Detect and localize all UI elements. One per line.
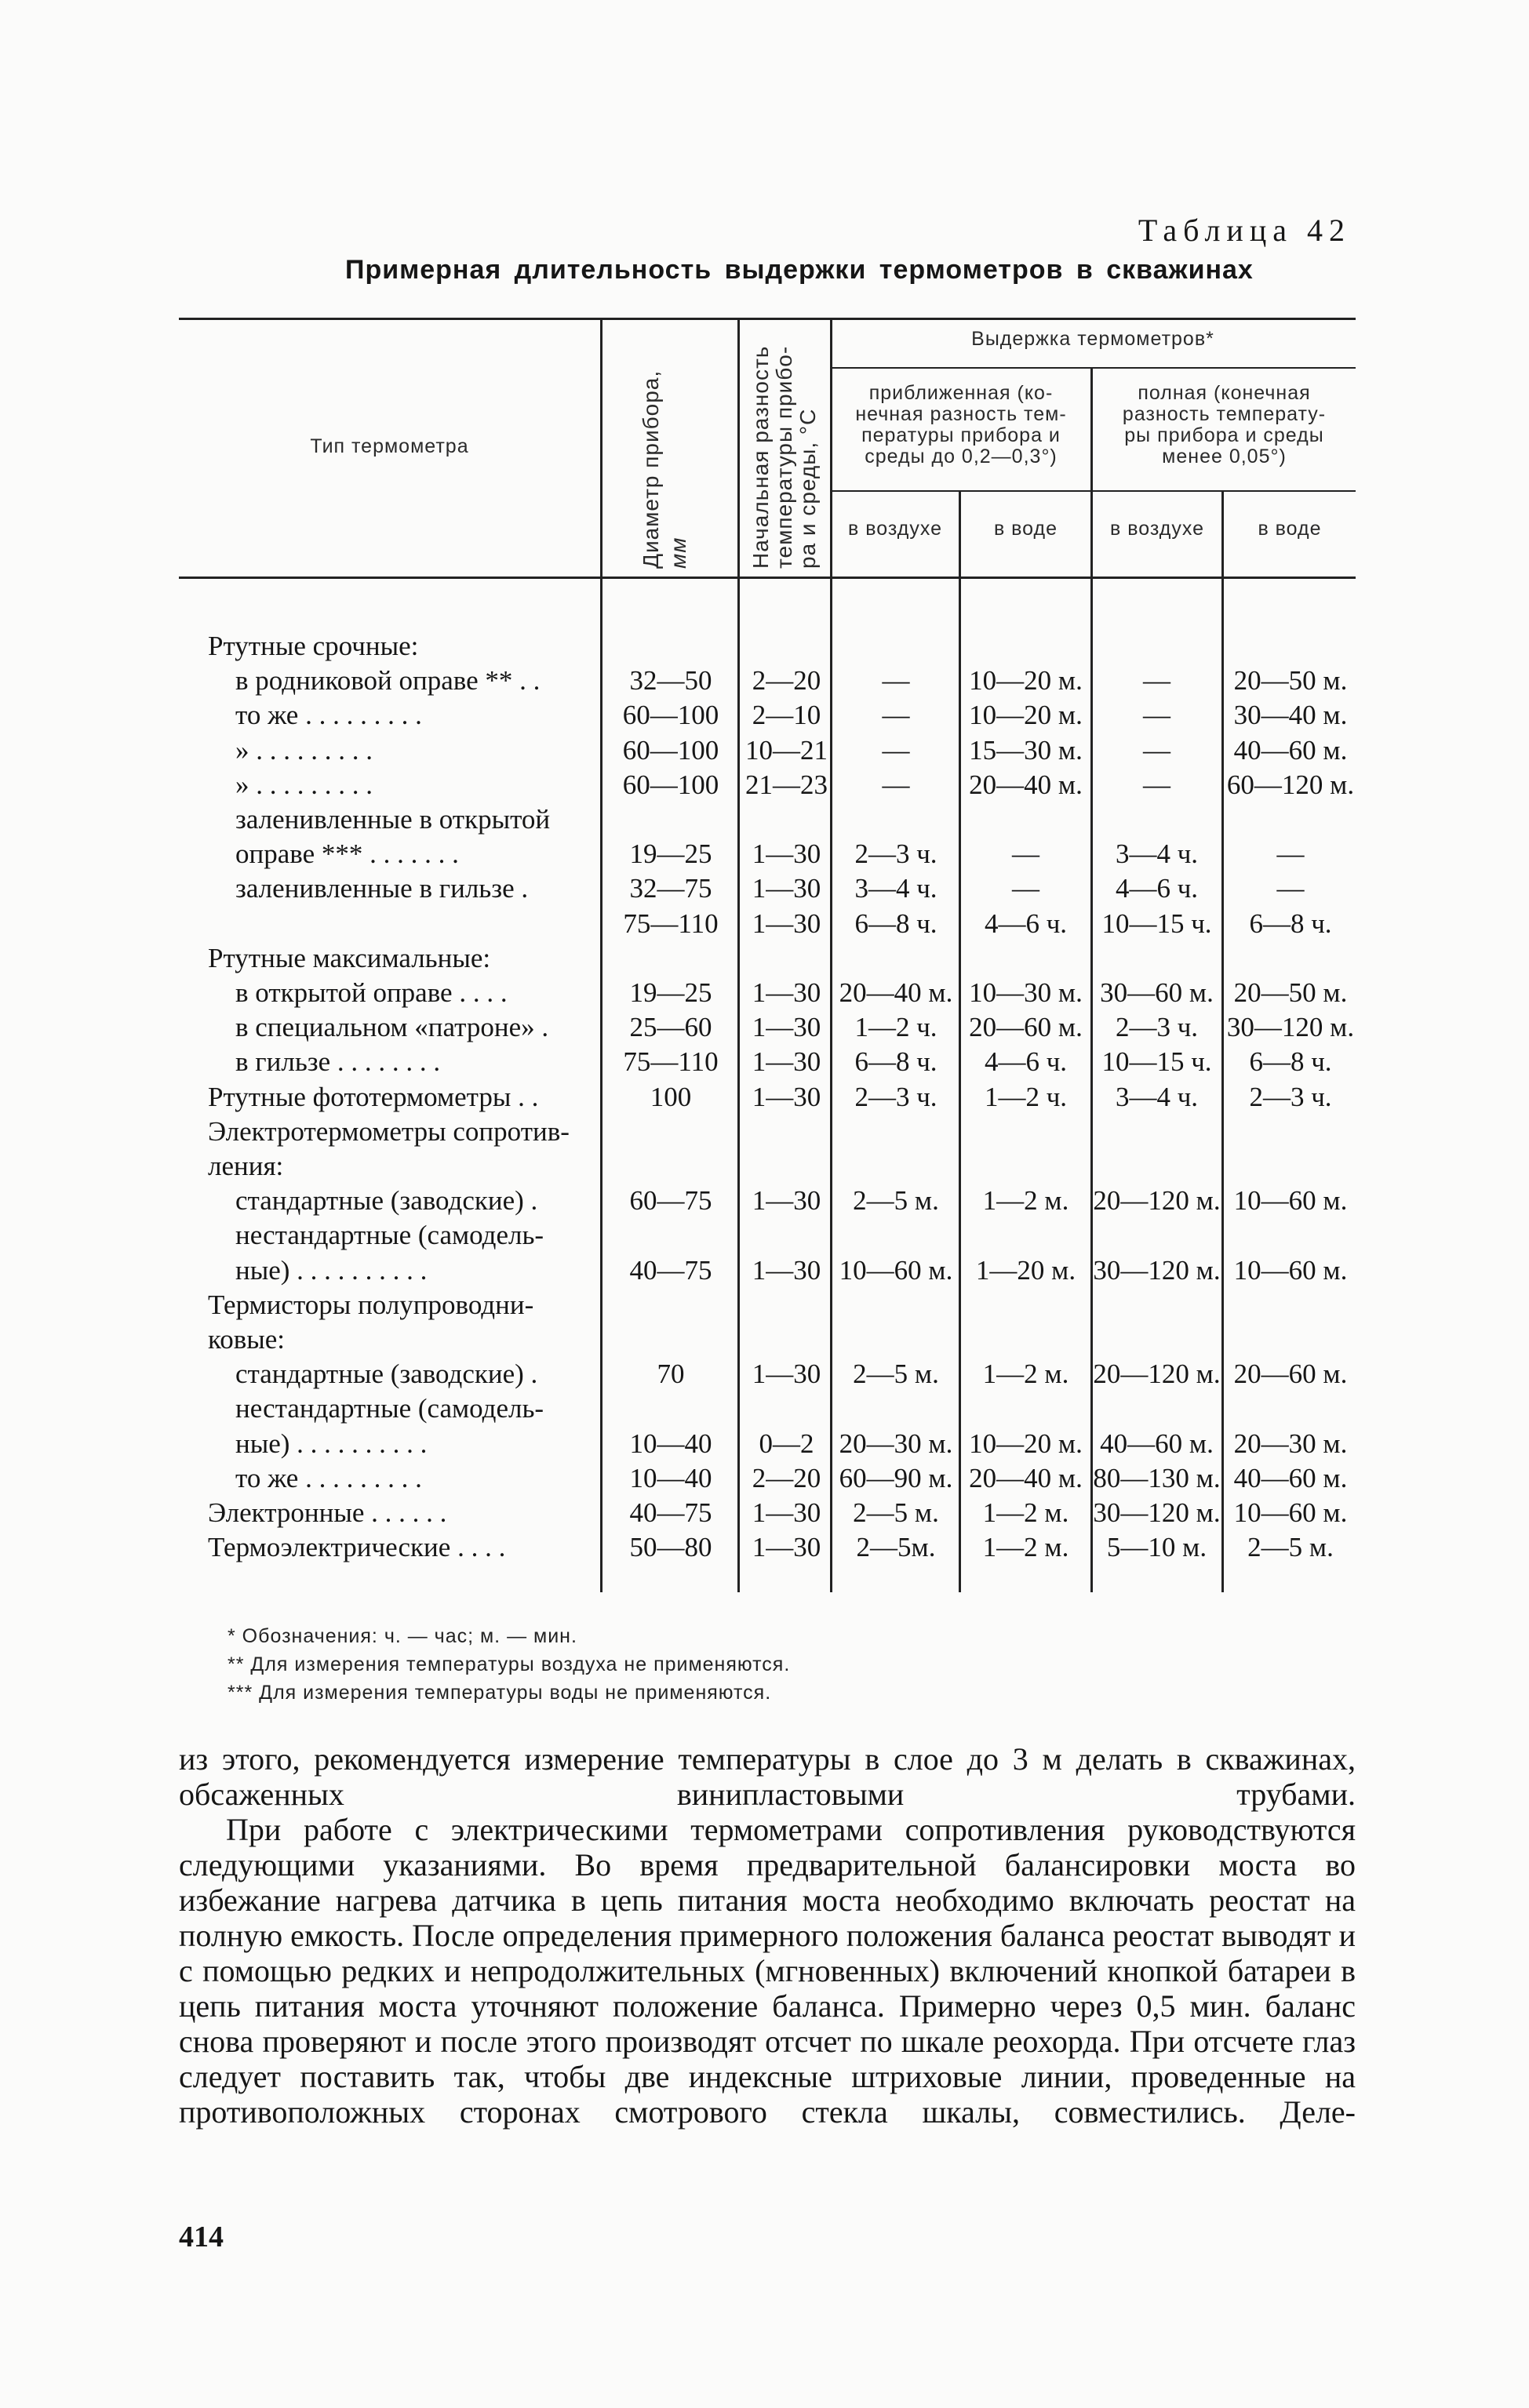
cell-full-air: 3—4 ч. — [1115, 1081, 1199, 1112]
header-rule — [830, 367, 1356, 369]
cell-approx-air: 6—8 ч. — [854, 1046, 937, 1078]
cell-full-air: — — [1143, 734, 1170, 766]
cell-temp-diff: 21—23 — [745, 769, 828, 800]
table-row — [0, 1218, 1529, 1253]
cell-approx-water: 1—2 ч. — [984, 1081, 1068, 1112]
cell-temp-diff: 1—30 — [752, 977, 821, 1008]
cell-diameter: 75—110 — [623, 908, 719, 939]
table-row — [0, 1080, 1529, 1115]
cell-full-water: 6—8 ч. — [1249, 1046, 1332, 1078]
cell-diameter: 70 — [657, 1359, 685, 1390]
cell-thermometer-type: Ртутные максимальные: — [208, 942, 491, 973]
header-approx-l4: среды до 0,2—0,3°) — [865, 446, 1058, 467]
header-diff-l1: Начальная разность — [748, 345, 773, 569]
cell-thermometer-type: то же . . . . . . . . . — [235, 700, 422, 731]
cell-full-water: 20—50 м. — [1233, 665, 1348, 697]
cell-approx-water: 1—2 м. — [982, 1497, 1069, 1528]
table-row — [0, 664, 1529, 698]
header-diameter-unit: мм — [666, 537, 690, 569]
cell-temp-diff: 0—2 — [759, 1428, 814, 1459]
table-row — [0, 1427, 1529, 1461]
table-title: Примерная длительность выдержки термометров в скважинах — [345, 255, 1254, 285]
cell-approx-air: 20—40 м. — [839, 977, 953, 1008]
cell-approx-air: 2—5 м. — [853, 1497, 939, 1528]
cell-temp-diff: 1—30 — [752, 1359, 821, 1390]
cell-thermometer-type: в открытой оправе . . . . — [235, 977, 508, 1008]
cell-approx-water: 20—40 м. — [969, 1462, 1083, 1493]
cell-diameter: 19—25 — [629, 838, 712, 870]
cell-full-air: 20—120 м. — [1093, 1185, 1221, 1217]
cell-temp-diff: 1—30 — [752, 1012, 821, 1043]
table-row — [0, 1045, 1529, 1079]
cell-thermometer-type: стандартные (заводские) . — [235, 1185, 538, 1217]
header-full-l3: ры прибора и среды — [1124, 424, 1324, 446]
table-row — [0, 768, 1529, 802]
cell-thermometer-type: в родниковой оправе ** . . — [235, 665, 541, 697]
cell-thermometer-type: Термоэлектрические . . . . — [208, 1532, 506, 1563]
cell-approx-water: — — [1012, 873, 1039, 904]
cell-approx-air: 2—3 ч. — [854, 1081, 937, 1112]
table-row — [0, 1115, 1529, 1149]
cell-thermometer-type: заленивленные в открытой — [235, 804, 551, 835]
cell-diameter: 10—40 — [629, 1462, 712, 1493]
cell-approx-water: 10—20 м. — [969, 700, 1083, 731]
paragraph: При работе с электрическими термометрами сопротивления руководствуются следующими указаниями. Во время предварительной балансировки моста во избежание нагрева датчика в цепь питания моста необходимо включать реостат на полную емкость. После определения примерного положения баланса реостат выводят и с помощью редких и непродолжительных (мгновенных) включений кнопкой батареи в цепь питания моста уточняют положение баланса. Примерно через 0,5 мин. баланс снова проверяют и после этого производят отсчет по шкале реохорда. При отсчете глаз следует поставить так, чтобы две индексные штриховые линии, проведенные на противоположных сторонах смотрового стекла шкалы, совместились. Деле- — [179, 1812, 1356, 2130]
cell-full-water: 60—120 м. — [1226, 769, 1355, 800]
cell-temp-diff: 1—30 — [752, 873, 821, 904]
cell-approx-water: 20—40 м. — [969, 769, 1083, 800]
header-approx-water: в воде — [993, 518, 1058, 540]
table-row — [0, 733, 1529, 768]
cell-diameter: 10—40 — [629, 1428, 712, 1459]
cell-approx-air: — — [882, 734, 910, 766]
cell-full-water: 20—30 м. — [1233, 1428, 1348, 1459]
cell-approx-water: 10—20 м. — [969, 1428, 1083, 1459]
cell-full-water: 40—60 м. — [1233, 734, 1348, 766]
cell-temp-diff: 1—30 — [752, 1254, 821, 1286]
table-row — [0, 1322, 1529, 1357]
cell-diameter: 40—75 — [629, 1254, 712, 1286]
cell-diameter: 50—80 — [629, 1532, 712, 1563]
cell-approx-water: 4—6 ч. — [984, 1046, 1068, 1078]
cell-full-air: 20—120 м. — [1093, 1359, 1221, 1390]
cell-temp-diff: 1—30 — [752, 1185, 821, 1217]
cell-thermometer-type: ные) . . . . . . . . . . — [235, 1254, 428, 1286]
cell-full-water: 2—3 ч. — [1249, 1081, 1332, 1112]
cell-diameter: 40—75 — [629, 1497, 712, 1528]
table-row — [0, 802, 1529, 837]
cell-full-water: 10—60 м. — [1233, 1185, 1348, 1217]
cell-diameter: 60—100 — [622, 769, 719, 800]
cell-thermometer-type: Ртутные фототермометры . . — [208, 1081, 539, 1112]
cell-full-air: — — [1143, 665, 1170, 697]
footnote: ** Для измерения температуры воздуха не применяются. — [228, 1653, 791, 1675]
cell-approx-air: 6—8 ч. — [854, 908, 937, 939]
cell-temp-diff: 2—20 — [752, 1462, 821, 1493]
header-full-l2: разность температу- — [1122, 403, 1327, 425]
cell-approx-water: 15—30 м. — [969, 734, 1083, 766]
cell-thermometer-type: нестандартные (самодель- — [235, 1220, 544, 1251]
cell-temp-diff: 1—30 — [752, 1497, 821, 1528]
cell-full-water: 30—40 м. — [1233, 700, 1348, 731]
cell-full-air: 4—6 ч. — [1115, 873, 1199, 904]
cell-thermometer-type: ления: — [208, 1151, 284, 1181]
table-row — [0, 698, 1529, 733]
cell-diameter: 60—75 — [629, 1185, 712, 1217]
cell-thermometer-type: ные) . . . . . . . . . . — [235, 1428, 428, 1459]
cell-approx-water: 1—2 м. — [982, 1359, 1069, 1390]
table-row — [0, 629, 1529, 664]
header-full — [1093, 383, 1356, 467]
table-row — [0, 1496, 1529, 1530]
cell-full-air: 40—60 м. — [1100, 1428, 1214, 1459]
header-exposure: Выдержка термометров* — [971, 328, 1214, 350]
table-row — [0, 1253, 1529, 1288]
paragraph: из этого, рекомендуется измерение температуры в слое до 3 м делать в скважинах, обсаженных винипластовыми трубами. — [179, 1741, 1356, 1812]
cell-thermometer-type: Электротермометры сопротив- — [208, 1115, 570, 1147]
table-row — [0, 1184, 1529, 1218]
cell-diameter: 32—50 — [629, 665, 712, 697]
cell-full-air: 30—120 м. — [1093, 1497, 1221, 1528]
page-number: 414 — [179, 2221, 224, 2253]
cell-thermometer-type: » . . . . . . . . . — [235, 769, 373, 800]
table-row — [0, 837, 1529, 871]
header-approx-l3: пературы прибора и — [861, 424, 1061, 446]
cell-approx-air: 20—30 м. — [839, 1428, 953, 1459]
cell-full-air: — — [1143, 769, 1170, 800]
cell-full-water: 10—60 м. — [1233, 1497, 1348, 1528]
cell-temp-diff: 1—30 — [752, 1532, 821, 1563]
cell-approx-air: 2—5м. — [856, 1532, 936, 1563]
cell-temp-diff: 1—30 — [752, 838, 821, 870]
cell-approx-air: — — [882, 769, 910, 800]
cell-full-water: 30—120 м. — [1226, 1012, 1355, 1043]
cell-thermometer-type: стандартные (заводские) . — [235, 1359, 538, 1390]
header-diff-l3: ра и среды, °С — [795, 408, 820, 569]
cell-approx-air: 10—60 м. — [839, 1254, 953, 1286]
cell-thermometer-type: нестандартные (самодель- — [235, 1393, 544, 1424]
header-approx — [832, 383, 1090, 467]
cell-thermometer-type: оправе *** . . . . . . . — [235, 838, 459, 870]
cell-approx-air: — — [882, 700, 910, 731]
cell-full-air: 5—10 м. — [1106, 1532, 1207, 1563]
header-full-water: в воде — [1258, 518, 1322, 540]
header-approx-l1: приближенная (ко- — [868, 382, 1054, 404]
cell-approx-air: 2—5 м. — [853, 1359, 939, 1390]
cell-approx-water: 10—20 м. — [969, 665, 1083, 697]
cell-full-water: 6—8 ч. — [1249, 908, 1332, 939]
cell-full-water: 2—5 м. — [1247, 1532, 1334, 1563]
table-row — [0, 1010, 1529, 1045]
cell-temp-diff: 2—20 — [752, 665, 821, 697]
header-approx-air: в воздухе — [848, 518, 942, 540]
cell-approx-water: 1—20 м. — [975, 1254, 1076, 1286]
cell-diameter: 60—100 — [622, 734, 719, 766]
cell-temp-diff: 10—21 — [745, 734, 828, 766]
cell-temp-diff: 1—30 — [752, 1081, 821, 1112]
cell-temp-diff: 1—30 — [752, 908, 821, 939]
cell-full-air: 10—15 ч. — [1101, 1046, 1212, 1078]
cell-diameter: 60—100 — [622, 700, 719, 731]
table-row — [0, 907, 1529, 941]
header-diameter — [639, 370, 663, 569]
table-row — [0, 1461, 1529, 1496]
header-full-l4: менее 0,05°) — [1162, 446, 1287, 467]
cell-full-air: 10—15 ч. — [1101, 908, 1212, 939]
cell-approx-water: 10—30 м. — [969, 977, 1083, 1008]
cell-thermometer-type: Ртутные срочные: — [208, 631, 419, 661]
table-number: Таблица 42 — [1138, 213, 1351, 248]
cell-approx-water: 20—60 м. — [969, 1012, 1083, 1043]
cell-thermometer-type: Термисторы полупроводни- — [208, 1289, 534, 1320]
cell-thermometer-type: в специальном «патроне» . — [235, 1012, 549, 1043]
cell-full-water: 10—60 м. — [1233, 1254, 1348, 1286]
cell-full-water: 40—60 м. — [1233, 1462, 1348, 1493]
cell-full-water: — — [1276, 838, 1305, 870]
cell-full-air: 80—130 м. — [1093, 1462, 1221, 1493]
header-full-l1: полная (конечная — [1138, 382, 1311, 404]
header-full-air: в воздухе — [1110, 518, 1204, 540]
cell-full-water: 20—60 м. — [1233, 1359, 1348, 1390]
cell-temp-diff: 1—30 — [752, 1046, 821, 1078]
header-diff-l2: температуры прибо- — [772, 345, 796, 569]
table-row — [0, 941, 1529, 976]
table-row — [0, 1149, 1529, 1184]
header-type: Тип термометра — [310, 435, 469, 457]
footnotes — [228, 1622, 790, 1707]
cell-approx-water: 1—2 м. — [982, 1185, 1069, 1217]
cell-thermometer-type: то же . . . . . . . . . — [235, 1462, 422, 1493]
cell-approx-water: — — [1012, 838, 1039, 870]
table-row — [0, 1391, 1529, 1426]
footnote: * Обозначения: ч. — час; м. — мин. — [228, 1625, 577, 1647]
table-row — [0, 976, 1529, 1010]
table-row — [0, 1357, 1529, 1391]
cell-diameter: 19—25 — [629, 977, 712, 1008]
cell-diameter: 25—60 — [629, 1012, 712, 1043]
cell-full-air: 3—4 ч. — [1115, 838, 1199, 870]
cell-approx-air: 3—4 ч. — [854, 873, 937, 904]
cell-thermometer-type: Электронные . . . . . . — [208, 1497, 447, 1528]
cell-approx-air: 2—5 м. — [853, 1185, 939, 1217]
table-row — [0, 1530, 1529, 1565]
footnote: *** Для измерения температуры воды не применяются. — [228, 1682, 772, 1704]
cell-full-air: 2—3 ч. — [1115, 1012, 1199, 1043]
cell-diameter: 100 — [650, 1081, 692, 1112]
cell-approx-water: 1—2 м. — [982, 1532, 1069, 1563]
cell-full-water: 20—50 м. — [1233, 977, 1348, 1008]
cell-full-air: — — [1143, 700, 1170, 731]
cell-temp-diff: 2—10 — [752, 700, 821, 731]
table-row — [0, 871, 1529, 906]
header-rule — [830, 490, 1356, 492]
cell-approx-water: 4—6 ч. — [984, 908, 1068, 939]
cell-full-air: 30—60 м. — [1100, 977, 1214, 1008]
cell-thermometer-type: в гильзе . . . . . . . . — [235, 1046, 441, 1078]
cell-full-water: — — [1276, 873, 1305, 904]
table-top-rule — [179, 318, 1356, 320]
cell-diameter: 75—110 — [623, 1046, 719, 1078]
cell-thermometer-type: заленивленные в гильзе . — [235, 873, 529, 904]
table-header-rule — [179, 577, 1356, 579]
table-row — [0, 1288, 1529, 1322]
cell-diameter: 32—75 — [629, 873, 712, 904]
cell-approx-air: — — [882, 665, 910, 697]
cell-thermometer-type: » . . . . . . . . . — [235, 734, 373, 766]
header-approx-l2: нечная разность тем- — [855, 403, 1067, 425]
header-diameter-text: Диаметр прибора, — [639, 369, 663, 569]
cell-full-air: 30—120 м. — [1093, 1254, 1221, 1286]
cell-approx-air: 1—2 ч. — [854, 1012, 937, 1043]
cell-thermometer-type: ковые: — [208, 1324, 286, 1355]
cell-approx-air: 60—90 м. — [839, 1462, 953, 1493]
cell-approx-air: 2—3 ч. — [854, 838, 937, 870]
